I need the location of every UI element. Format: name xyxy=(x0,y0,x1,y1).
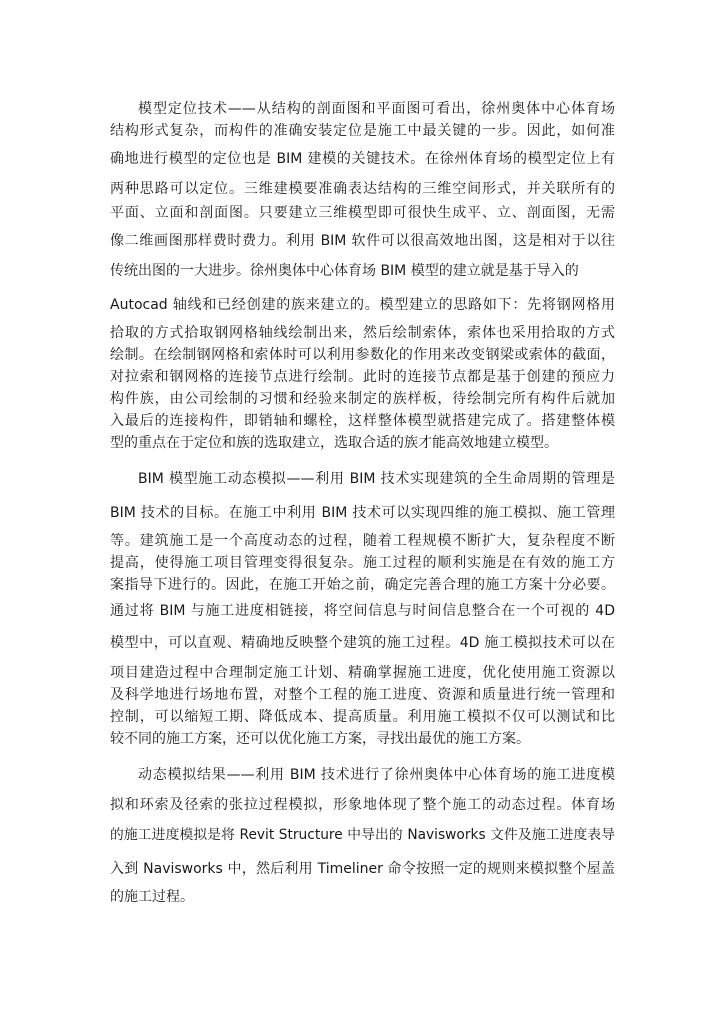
paragraph-line: 像二维画图那样费时费力。利用 BIM 软件可以很高效地出图，这是相对于以往 xyxy=(110,233,615,249)
paragraph-line: 及科学地进行场地布置，对整个工程的施工进度、资源和质量进行统一管理和 xyxy=(110,687,615,703)
paragraph-line: 较不同的施工方案，还可以优化施工方案，寻找出最优的施工方案。 xyxy=(110,731,530,747)
paragraph-line: Autocad 轴线和已经创建的族来建立的。模型建立的思路如下：先将钢网格用 xyxy=(110,297,615,313)
paragraph-line: 构件族，由公司绘制的习惯和经验来制定的族样板，待绘制完所有构件后就加 xyxy=(110,391,615,407)
paragraph-line: 通过将 BIM 与施工进度相链接，将空间信息与时间信息整合在一个可视的 4D xyxy=(110,603,615,619)
paragraph-line: BIM 技术的目标。在施工中利用 BIM 技术可以实现四维的施工模拟、施工管理 xyxy=(110,505,615,521)
paragraph-line: 拟和环索及径索的张拉过程模拟，形象地体现了整个施工的动态过程。体育场 xyxy=(110,797,615,813)
paragraph-line: 对拉索和钢网格的连接节点进行绘制。此时的连接节点都是基于创建的预应力 xyxy=(110,369,615,385)
paragraph-line: 模型定位技术——从结构的剖面图和平面图可看出，徐州奥体中心体育场 xyxy=(138,101,615,117)
paragraph-line: 提高，使得施工项目管理变得很复杂。施工过程的顺利实施是在有效的施工方 xyxy=(110,555,615,571)
paragraph-line: BIM 模型施工动态模拟——利用 BIM 技术实现建筑的全生命周期的管理是 xyxy=(138,471,615,487)
paragraph-line: 项目建造过程中合理制定施工计划、精确掌握施工进度，优化使用施工资源以 xyxy=(110,665,615,681)
paragraph-line: 确地进行模型的定位也是 BIM 建模的关键技术。在徐州体育场的模型定位上有 xyxy=(110,151,615,167)
paragraph-line: 控制，可以缩短工期、降低成本、提高质量。利用施工模拟不仅可以测试和比 xyxy=(110,709,615,725)
paragraph-line: 等。建筑施工是一个高度动态的过程，随着工程规模不断扩大，复杂程度不断 xyxy=(110,533,615,549)
paragraph-line: 的施工进度模拟是将 Revit Structure 中导出的 Navisworks 文件及施工进度表导 xyxy=(110,827,615,843)
paragraph-line: 拾取的方式拾取钢网格轴线绘制出来，然后绘制索体，索体也采用拾取的方式 xyxy=(110,325,615,341)
paragraph-line: 动态模拟结果——利用 BIM 技术进行了徐州奥体中心体育场的施工进度模 xyxy=(138,767,615,783)
paragraph-line: 绘制。在绘制钢网格和索体时可以利用参数化的作用来改变钢梁或索体的截面， xyxy=(110,347,615,363)
paragraph-line: 入到 Navisworks 中，然后利用 Timeliner 命令按照一定的规则来模拟整个屋盖 xyxy=(110,861,615,877)
paragraph-line: 的施工过程。 xyxy=(110,889,194,905)
paragraph-line: 模型中，可以直观、精确地反映整个建筑的施工过程。4D 施工模拟技术可以在 xyxy=(110,635,615,651)
paragraph-line: 案指导下进行的。因此，在施工开始之前，确定完善合理的施工方案十分必要。 xyxy=(110,577,615,593)
paragraph-line: 两种思路可以定位。三维建模要准确表达结构的三维空间形式，并关联所有的 xyxy=(110,181,615,197)
paragraph-line: 传统出图的一大进步。徐州奥体中心体育场 BIM 模型的建立就是基于导入的 xyxy=(110,263,579,279)
paragraph-line: 型的重点在于定位和族的选取建立，选取合适的族才能高效地建立模型。 xyxy=(110,435,558,451)
paragraph-line: 结构形式复杂，而构件的准确安装定位是施工中最关键的一步。因此，如何准 xyxy=(110,123,615,139)
paragraph-line: 平面、立面和剖面图。只要建立三维模型即可很快生成平、立、剖面图，无需 xyxy=(110,205,615,221)
paragraph-line: 入最后的连接构件，即销轴和螺栓，这样整体模型就搭建完成了。搭建整体模 xyxy=(110,413,615,429)
